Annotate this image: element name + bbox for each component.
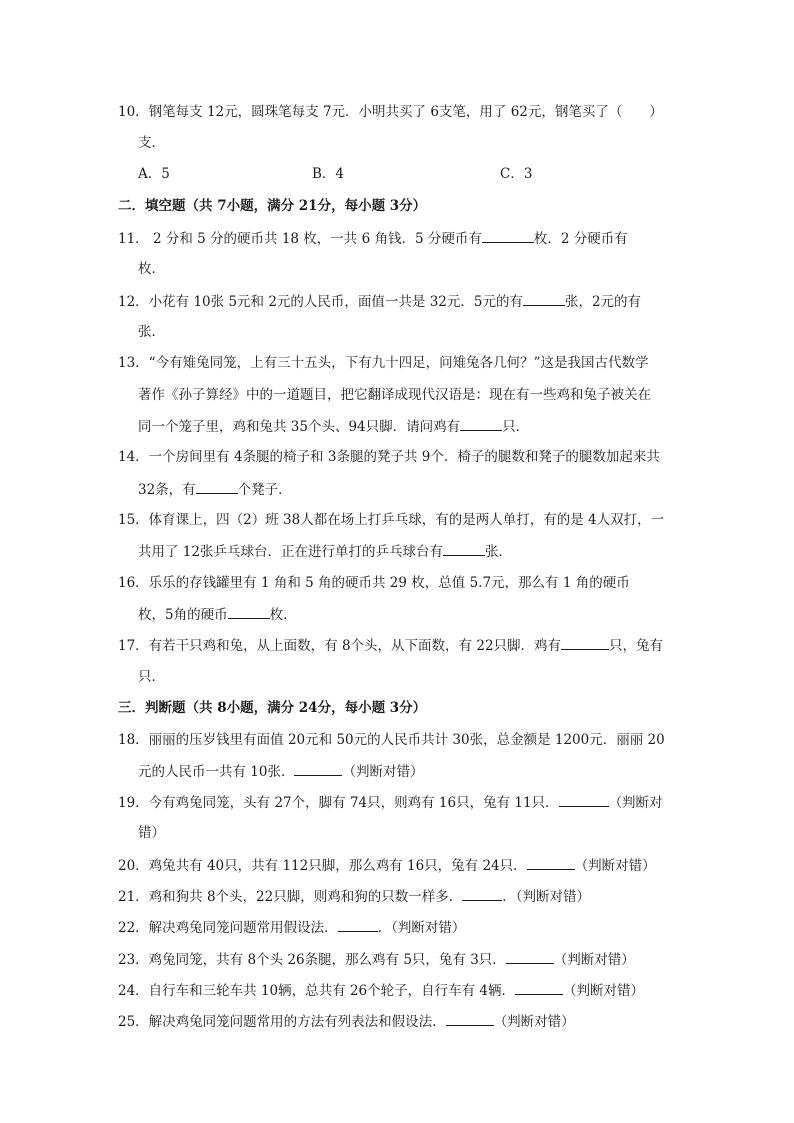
answer-blank[interactable] bbox=[527, 857, 575, 870]
question-14-line-2 bbox=[138, 481, 292, 498]
answer-blank[interactable] bbox=[443, 543, 485, 556]
question-21-text: 21．鸡和狗共 8个头，22只脚，则鸡和狗的只数一样多． bbox=[118, 889, 463, 905]
question-17-text: 17．有若干只鸡和兔，从上面数，有 8个头，从下面数，有 22只脚．鸡有 bbox=[118, 638, 562, 654]
question-10-line-1 bbox=[118, 104, 663, 120]
option-a[interactable]: A．5 bbox=[138, 166, 170, 182]
question-23-text: 23．鸡兔同笼，共有 8个头 26条腿，那么鸡有 5只，兔有 3只． bbox=[118, 952, 506, 968]
question-15-text: 15．体育课上，四（2）班 38人都在场上打乒乓球，有的是两人单打，有的是 4人双打，一 bbox=[118, 512, 665, 528]
question-24 bbox=[118, 982, 644, 999]
answer-blank[interactable] bbox=[196, 481, 238, 494]
question-13-text-end: 同一个笼子里，鸡和兔共 35个头、94只脚．请问鸡有 bbox=[138, 419, 461, 435]
question-11-text-b: 枚．2 分硬币有 bbox=[533, 231, 628, 247]
option-c[interactable]: C．3 bbox=[500, 166, 533, 182]
question-13-text-continued: 著作《孙子算经》中的一道题目，把它翻译成现代汉语是：现在有一些鸡和兔子被关在 bbox=[138, 387, 651, 403]
question-20-judge-label: （判断对错） bbox=[574, 858, 656, 874]
question-16-text-tail: 枚． bbox=[269, 607, 297, 623]
question-18-line-2 bbox=[138, 763, 423, 780]
question-23 bbox=[118, 951, 635, 968]
question-13-line-3 bbox=[138, 418, 529, 435]
question-25-judge-label: （判断对错） bbox=[493, 1014, 575, 1030]
question-11-line-1 bbox=[118, 230, 628, 247]
question-19-judge-label: （判断对 bbox=[608, 795, 663, 811]
question-13-line-2 bbox=[138, 387, 651, 403]
question-12-text-b: 张，2元的有 bbox=[564, 294, 642, 310]
question-18-text-continued: 元的人民币一共有 10张． bbox=[138, 764, 295, 780]
question-18-text: 18．丽丽的压岁钱里有面值 20元和 50元的人民币共计 30张，总金额是 1200元．丽丽 20 bbox=[118, 732, 665, 748]
question-17-line-2 bbox=[138, 669, 165, 685]
question-12-text-continued: 张． bbox=[138, 324, 165, 340]
question-20 bbox=[118, 857, 656, 874]
question-15-text-tail: 张． bbox=[484, 544, 512, 560]
question-16-text-continued: 枚，5角的硬币 bbox=[138, 607, 228, 623]
option-b[interactable]: B．4 bbox=[312, 166, 345, 182]
answer-blank[interactable] bbox=[460, 418, 502, 431]
question-11-text: 11． 2 分和 5 分的硬币共 18 枚，一共 6 角钱．5 分硬币有 bbox=[118, 231, 482, 247]
question-13-text-tail: 只． bbox=[502, 419, 530, 435]
question-10-line-2 bbox=[138, 135, 165, 151]
answer-blank[interactable] bbox=[523, 293, 565, 306]
answer-blank[interactable] bbox=[506, 951, 554, 964]
question-18-line-1 bbox=[118, 732, 665, 748]
question-17-line-1 bbox=[118, 637, 663, 654]
question-10-text-continued: 支． bbox=[138, 135, 165, 151]
question-16-line-1 bbox=[118, 575, 630, 591]
question-24-judge-label: （判断对错） bbox=[563, 983, 644, 999]
question-17-text-b: 只，兔有 bbox=[609, 638, 664, 654]
question-12-line-1 bbox=[118, 293, 641, 310]
question-23-judge-label: （判断对错） bbox=[553, 952, 635, 968]
question-16-text: 16．乐乐的存钱罐里有 1 角和 5 角的硬币共 29 枚，总值 5.7元，那么有 1 角的硬币 bbox=[118, 575, 630, 591]
answer-blank[interactable] bbox=[338, 919, 378, 932]
answer-blank[interactable] bbox=[462, 888, 502, 901]
question-14-text-continued: 32条，有 bbox=[138, 482, 196, 498]
answer-blank[interactable] bbox=[515, 982, 563, 995]
question-22-text: 22．解决鸡兔同笼问题常用假设法． bbox=[118, 920, 338, 936]
question-13-text: 13．“今有雉兔同笼，上有三十五头，下有九十四足，问雉兔各几何？”这是我国古代数学 bbox=[118, 355, 649, 371]
question-24-text: 24．自行车和三轮车共 10辆，总共有 26个轮子，自行车有 4辆． bbox=[118, 983, 515, 999]
answer-blank[interactable] bbox=[228, 606, 270, 619]
question-22 bbox=[118, 919, 465, 936]
question-13-line-1 bbox=[118, 355, 648, 371]
question-14-text: 14．一个房间里有 4条腿的椅子和 3条腿的凳子共 9个．椅子的腿数和凳子的腿数加起来共 bbox=[118, 449, 660, 465]
question-14-line-1 bbox=[118, 449, 660, 465]
question-14-text-tail: 个凳子． bbox=[237, 482, 292, 498]
question-25 bbox=[118, 1013, 575, 1030]
question-16-line-2 bbox=[138, 606, 297, 623]
question-15-line-1 bbox=[118, 512, 664, 528]
question-19-text: 19．今有鸡兔同笼，头有 27个，脚有 74只，则鸡有 16只，兔有 11只． bbox=[118, 795, 559, 811]
answer-blank[interactable] bbox=[294, 763, 342, 776]
answer-blank[interactable] bbox=[559, 794, 609, 807]
question-15-line-2 bbox=[138, 543, 512, 560]
question-25-text: 25．解决鸡兔同笼问题常用的方法有列表法和假设法． bbox=[118, 1014, 446, 1030]
answer-blank[interactable] bbox=[446, 1013, 494, 1026]
question-21-judge-label: ．（判断对错） bbox=[502, 889, 590, 905]
section-2-title: 二．填空题（共 7小题，满分 21分，每小题 3分） bbox=[118, 198, 427, 214]
question-17-text-continued: 只． bbox=[138, 669, 165, 685]
answer-blank[interactable] bbox=[482, 230, 534, 243]
question-21 bbox=[118, 888, 590, 905]
question-12-text: 12．小花有 10张 5元和 2元的人民币，面值一共是 32元．5元的有 bbox=[118, 294, 523, 310]
section-3-title: 三．判断题（共 8小题，满分 24分，每小题 3分） bbox=[118, 700, 427, 716]
question-19-line-1 bbox=[118, 794, 663, 811]
question-19-line-2 bbox=[138, 825, 165, 841]
question-12-line-2 bbox=[138, 324, 165, 340]
question-10-text: 10．钢笔每支 12元，圆珠笔每支 7元．小明共买了 6支笔，用了 62元，钢笔买了（ ） bbox=[118, 104, 663, 120]
question-20-text: 20．鸡兔共有 40只，共有 112只脚，那么鸡有 16只，兔有 24只． bbox=[118, 858, 527, 874]
question-19-text-continued: 错） bbox=[138, 825, 165, 841]
question-11-text-continued: 枚． bbox=[138, 261, 165, 277]
question-15-text-continued: 共用了 12张乒乓球台．正在进行单打的乒乓球台有 bbox=[138, 544, 443, 560]
question-11-line-2 bbox=[138, 261, 165, 277]
question-18-judge-label: （判断对错） bbox=[342, 764, 424, 780]
answer-blank[interactable] bbox=[561, 637, 609, 650]
question-22-judge-label: ．（判断对错） bbox=[377, 920, 466, 936]
